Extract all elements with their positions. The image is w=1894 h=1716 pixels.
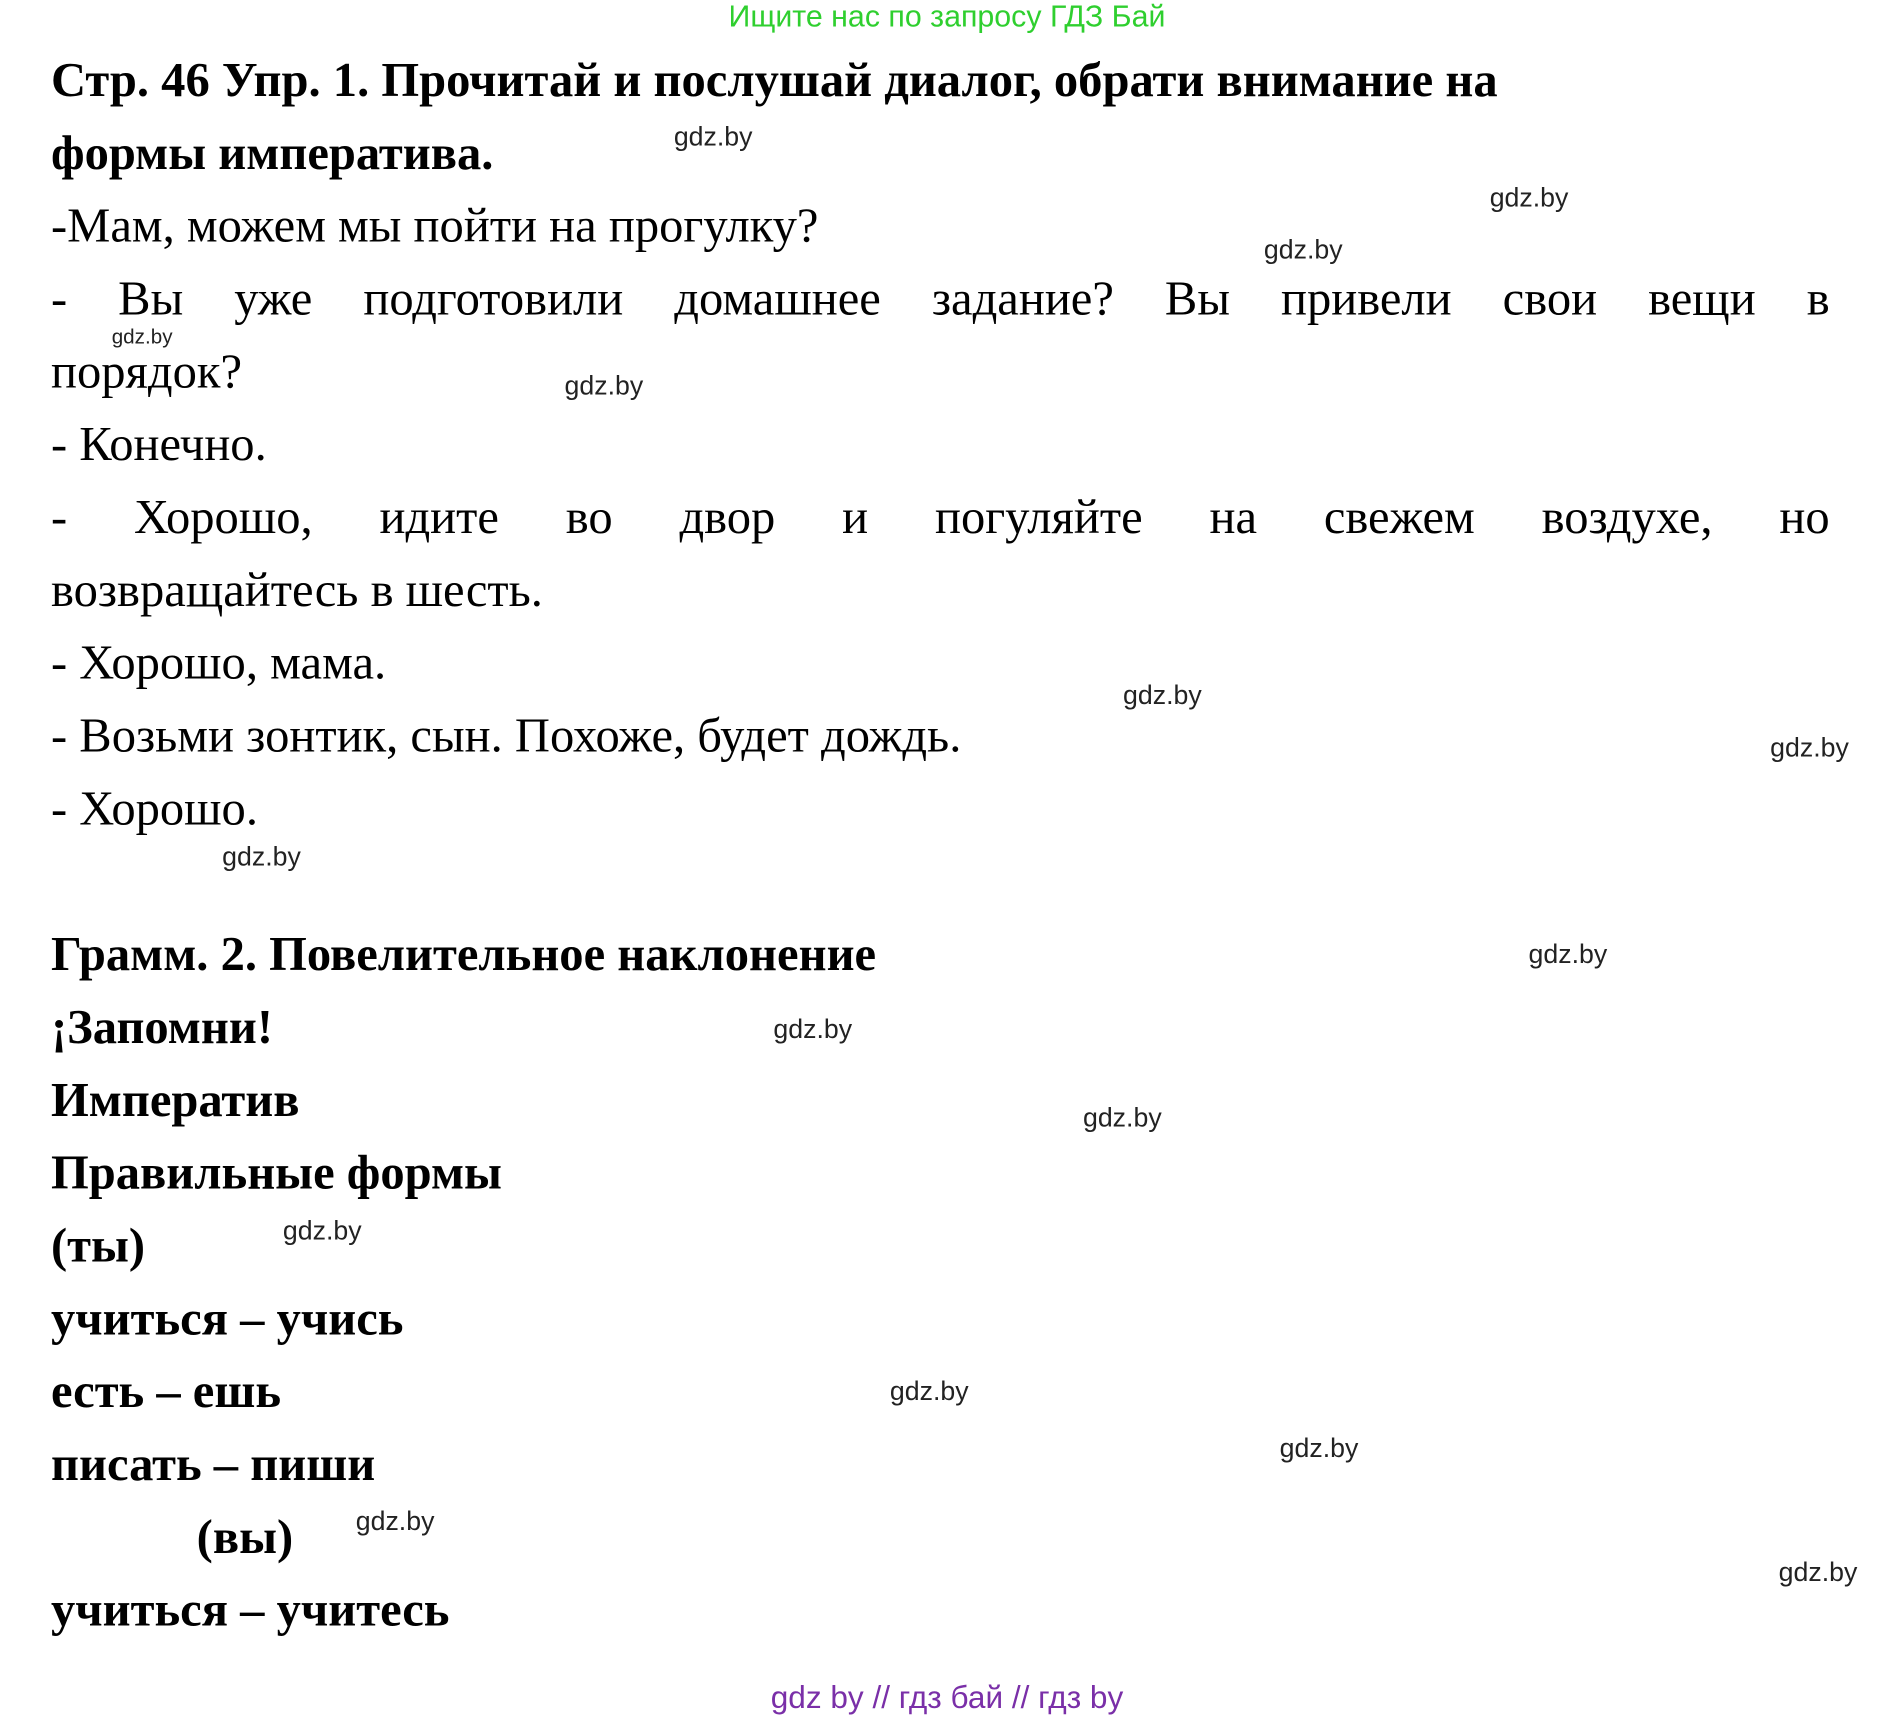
watermark: gdz.by bbox=[111, 325, 173, 349]
grammar-line: Императив bbox=[50, 1072, 300, 1127]
dialog-line: - Хорошо, идите во двор и погуляйте на свежем воздухе, но bbox=[50, 489, 1830, 544]
exercise-title-line-2: формы императива. bbox=[50, 125, 494, 180]
watermark: gdz.by bbox=[1778, 1556, 1858, 1587]
watermark: gdz.by bbox=[222, 841, 301, 872]
search-hint-header: Ищите нас по запросу ГДЗ Бай bbox=[728, 0, 1166, 34]
dialog-line: порядок? bbox=[50, 343, 243, 399]
dialog-line: - Хорошо. bbox=[50, 780, 258, 836]
dialog-line: -Мам, можем мы пойти на прогулку? bbox=[50, 197, 819, 253]
grammar-line: учиться – учитесь bbox=[50, 1581, 450, 1637]
grammar-line: (вы) bbox=[196, 1509, 294, 1564]
grammar-line: ¡Запомни! bbox=[50, 999, 274, 1054]
watermark: gdz.by bbox=[1489, 182, 1569, 213]
watermark: gdz.by bbox=[673, 121, 753, 152]
exercise-title-line-1: Стр. 46 Упр. 1. Прочитай и послушай диалог, обрати внимание на bbox=[50, 52, 1498, 107]
watermark: gdz.by bbox=[355, 1505, 435, 1536]
dialog-line: - Конечно. bbox=[50, 416, 267, 472]
watermark: gdz.by bbox=[1528, 938, 1608, 969]
dialog-line: - Возьми зонтик, сын. Похоже, будет дождь. bbox=[50, 707, 962, 763]
watermark: gdz.by bbox=[564, 370, 644, 401]
watermark: gdz.by bbox=[282, 1215, 362, 1246]
watermark: gdz.by bbox=[1082, 1102, 1162, 1133]
grammar-line: писать – пиши bbox=[50, 1436, 376, 1491]
grammar-line: (ты) bbox=[50, 1217, 146, 1273]
dialog-line: - Хорошо, мама. bbox=[50, 634, 387, 690]
footer-links: gdz by // гдз бай // гдз by bbox=[770, 1679, 1124, 1716]
grammar-line: Правильные формы bbox=[50, 1144, 502, 1200]
watermark: gdz.by bbox=[1279, 1432, 1359, 1463]
watermark: gdz.by bbox=[773, 1013, 853, 1045]
dialog-line: возвращайтесь в шесть. bbox=[50, 562, 543, 617]
watermark: gdz.by bbox=[1123, 679, 1202, 711]
watermark: gdz.by bbox=[889, 1375, 969, 1406]
grammar-line: учиться – учись bbox=[50, 1290, 404, 1346]
grammar-heading: Грамм. 2. Повелительное наклонение bbox=[50, 926, 877, 981]
watermark: gdz.by bbox=[1770, 732, 1849, 763]
watermark: gdz.by bbox=[1263, 234, 1343, 265]
dialog-line: - Вы уже подготовили домашнее задание? Вы привели свои вещи в bbox=[50, 270, 1830, 326]
grammar-line: есть – ешь bbox=[50, 1363, 282, 1419]
